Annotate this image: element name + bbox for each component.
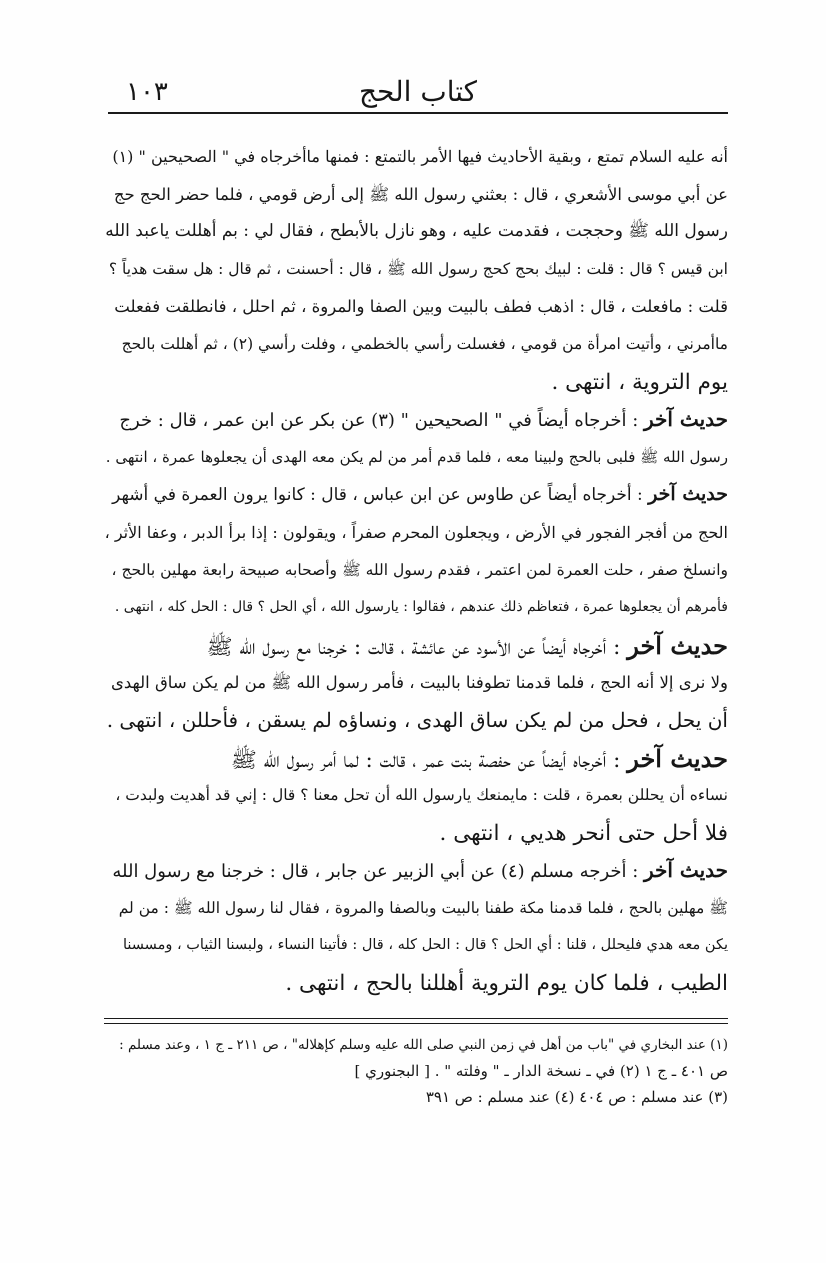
hadith-heading: حديث آخر — [644, 407, 728, 432]
line-text: : أخرجاه أيضاً عن طاوس عن ابن عباس ، قال : كانوا يرون العمرة في أشهر — [112, 485, 649, 506]
text-line — [104, 890, 728, 928]
line-text: يوم التروية ، انتهى . — [551, 369, 728, 395]
line-text: : أخرجاه أيضاً عن حفصة بنت عمر ، قالت : لما أمر رسول الله ﷺ — [230, 747, 628, 773]
footnotes — [104, 1032, 728, 1110]
text-line — [104, 476, 728, 514]
body-text — [104, 138, 728, 1003]
text-line — [104, 965, 728, 1003]
footnote-divider — [104, 1018, 728, 1019]
text-line — [104, 514, 728, 552]
hadith-heading: حديث آخر — [627, 743, 728, 773]
line-text: : أخرجه مسلم (٤) عن أبي الزبير عن جابر ، قال : خرجنا مع رسول الله — [112, 861, 645, 883]
text-line — [104, 815, 728, 853]
footnote-line: (١) عند البخاري في "باب من أهل في زمن النبي صلى الله عليه وسلم كإهلاله" ، ص ٢١١ ـ ج ١ ، وعند مسلم : — [119, 1037, 728, 1053]
line-text: قلت : مافعلت ، قال : اذهب فطف بالبيت وبين الصفا والمروة ، ثم احلل ، فانطلقت ففعلت — [114, 297, 728, 317]
line-text: يكن معه هدي فليحلل ، قلنا : أي الحل ؟ قال : الحل كله ، قال : فأتينا النساء ، ولبسنا الثياب ، ومسسنا — [122, 937, 728, 954]
line-text: ﷺ مهلين بالحج ، فلما قدمنا مكة طفنا بالبيت وبالصفا والمروة ، فقال لنا رسول الله ﷺ : من لم — [118, 898, 728, 917]
line-text: الطيب ، فلما كان يوم التروية أهللنا بالحج ، انتهى . — [285, 971, 728, 997]
text-line — [104, 401, 728, 439]
line-text: ماأمرني ، وأتيت امرأة من قومي ، فغسلت رأسي بالخطمي ، وفلت رأسي (٢) ، ثم أهللت بالحج — [121, 334, 728, 353]
text-line — [104, 364, 728, 402]
line-text: : أخرجاه أيضاً في " الصحيحين " (٣) عن بكر عن ابن عمر ، قال : خرج — [119, 410, 645, 432]
text-line — [104, 176, 728, 214]
line-text: فأمرهم أن يجعلوها عمرة ، فتعاظم ذلك عندهم ، فقالوا : يارسول الله ، أي الحل ؟ قال : الحل كله ، انتهى . — [114, 599, 728, 616]
page-number: ١٠٣ — [126, 77, 168, 107]
line-text: : أخرجاه أيضاً عن الأسود عن عائشة ، قالت : خرجنا مع رسول الله ﷺ — [206, 634, 628, 660]
text-line — [104, 589, 728, 627]
line-text: ابن قيس ؟ قال : قلت : لبيك بحج كحج رسول الله ﷺ ، قال : أحسنت ، ثم قال : هل سقت هدياً ؟ — [108, 259, 728, 278]
hadith-heading: حديث آخر — [627, 630, 728, 660]
line-text: أن يحل ، فحل من لم يكن ساق الهدى ، ونساؤه لم يسقن ، فأحللن ، انتهى . — [106, 707, 728, 732]
line-text: رسول الله ﷺ فلبى بالحج ولبينا معه ، فلما قدم أمر من لم يكن معه الهدى أن يجعلوها عمرة ، انتهى . — [105, 447, 728, 466]
line-text: وانسلخ صفر ، حلت العمرة لمن اعتمر ، فقدم رسول الله ﷺ وأصحابه صبيحة رابعة مهلين بالحج ، — [111, 560, 728, 579]
text-line — [104, 852, 728, 890]
text-line — [104, 777, 728, 815]
footnote-divider-secondary — [104, 1023, 728, 1024]
text-line — [104, 439, 728, 477]
text-line — [104, 627, 728, 665]
line-text: الحج من أفجر الفجور في الأرض ، ويجعلون المحرم صفراً ، ويقولون : إذا برأ الدبر ، وعفا الأثر ، — [104, 522, 728, 542]
text-line — [104, 552, 728, 590]
text-line — [104, 326, 728, 364]
line-text: نساءه أن يحللن بعمرة ، قلت : مايمنعك يارسول الله أن تحل معنا ؟ قال : إني قد أهديت ولبدت ، — [115, 786, 728, 805]
line-text: ولا نرى إلا أنه الحج ، فلما قدمنا تطوفنا بالبيت ، فأمر رسول الله ﷺ من لم يكن ساق الهدى — [110, 673, 728, 693]
footnote-line: (٣) عند مسلم : ص ٤٠٤ (٤) عند مسلم : ص ٣٩١ — [425, 1088, 728, 1106]
text-line — [104, 213, 728, 251]
running-title: كتاب الحج — [358, 75, 478, 108]
header-rule — [108, 112, 728, 114]
line-text: فلا أحل حتى أنحر هديي ، انتهى . — [439, 820, 728, 846]
text-line — [104, 664, 728, 702]
text-line — [104, 251, 728, 289]
text-line — [104, 288, 728, 326]
page-header — [108, 70, 728, 114]
line-text: رسول الله ﷺ وحججت ، فقدمت عليه ، وهو نازل بالأبطح ، فقال لي : بم أهللت ياعبد الله — [105, 221, 728, 242]
text-line — [104, 740, 728, 778]
text-line — [104, 138, 728, 176]
text-line — [104, 702, 728, 740]
line-text: عن أبي موسى الأشعري ، قال : بعثني رسول الله ﷺ إلى أرض قومي ، فلما حضر الحج حج — [113, 184, 728, 204]
hadith-heading: حديث آخر — [644, 858, 728, 883]
footnote-line: ص ٤٠١ ـ ج ١ (٢) في ـ نسخة الدار ـ " وفلته " . [ البجنوري ] — [354, 1062, 728, 1080]
hadith-heading: حديث آخر — [648, 483, 728, 506]
line-text: أنه عليه السلام تمتع ، وبقية الأحاديث فيها الأمر بالتمتع : فمنها ماأخرجاه في " الصحيحين " (١) — [112, 147, 728, 166]
text-line — [104, 927, 728, 965]
